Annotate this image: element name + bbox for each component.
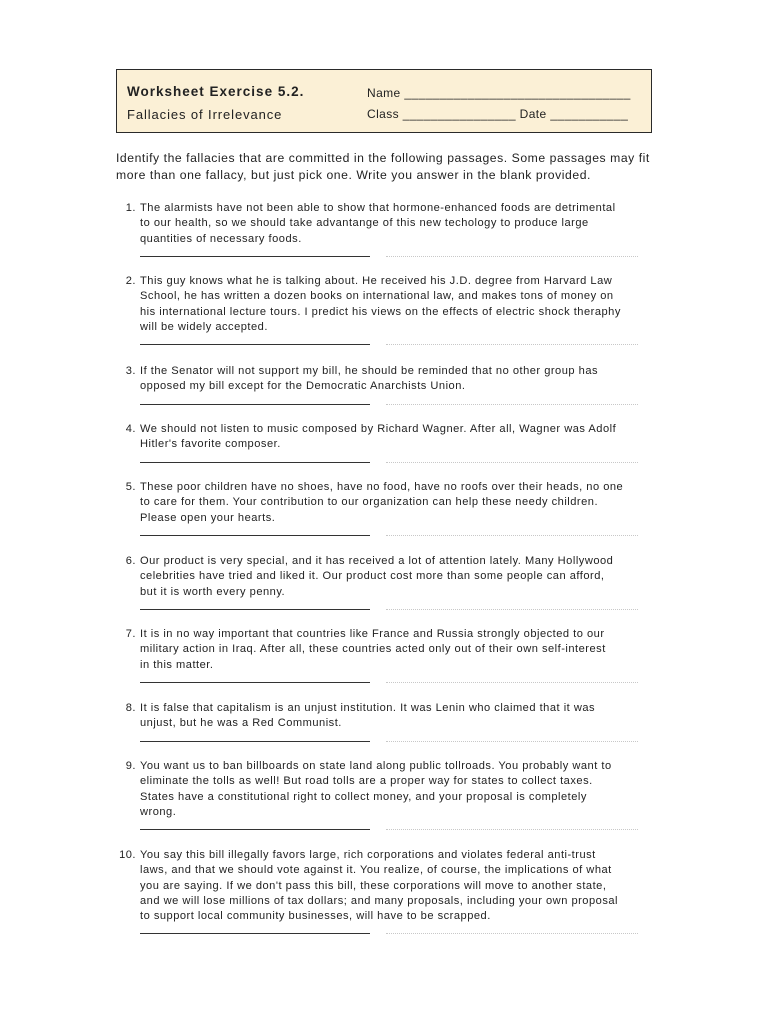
- question-text-line: Hitler's favorite composer.: [140, 438, 281, 451]
- question-text-line: opposed my bill except for the Democratic Anarchists Union.: [140, 380, 466, 393]
- dotted-guide-line: [386, 256, 638, 257]
- question-text-line: You want us to ban billboards on state land along public tollroads. You probably want to: [140, 760, 612, 772]
- answer-line[interactable]: [140, 829, 370, 830]
- worksheet-subtitle: Fallacies of Irrelevance: [127, 107, 283, 122]
- answer-line[interactable]: [140, 682, 370, 683]
- name-field[interactable]: Name ________________________________: [367, 86, 631, 100]
- worksheet-header-box: [116, 69, 652, 133]
- question-item: [116, 201, 661, 260]
- question-number: 3.: [125, 365, 136, 377]
- dotted-guide-line: [386, 344, 638, 345]
- question-number: 6.: [125, 555, 136, 567]
- question-text-line: you are saying. If we don't pass this bill, these corporations will move to another state,: [140, 879, 607, 892]
- question-text-line: wrong.: [140, 805, 177, 818]
- question-item: [116, 422, 661, 466]
- question-text-line: You say this bill illegally favors large, rich corporations and violates federal anti-trust: [140, 849, 596, 861]
- answer-line[interactable]: [140, 344, 370, 345]
- question-text-line: It is in no way important that countries like France and Russia strongly objected to our: [140, 628, 605, 640]
- question-text: [140, 480, 658, 526]
- question-text: [140, 554, 658, 600]
- question-number: 7.: [125, 628, 136, 640]
- question-text-line: eliminate the tolls as well! But road tolls are a proper way for states to collect taxes.: [140, 775, 593, 788]
- question-number: 9.: [125, 760, 136, 772]
- question-number: 5.: [125, 481, 136, 493]
- answer-blank[interactable]: [140, 682, 661, 686]
- dotted-guide-line: [386, 933, 638, 934]
- question-text-line: but it is worth every penny.: [140, 585, 286, 598]
- question-text-line: It is false that capitalism is an unjust institution. It was Lenin who claimed that it was: [140, 702, 596, 714]
- question-item: [116, 364, 661, 408]
- answer-line[interactable]: [140, 462, 370, 463]
- question-text: [140, 759, 658, 820]
- question-text-line: States have a constitutional right to collect money, and your proposal is completely: [140, 790, 587, 803]
- dotted-guide-line: [386, 609, 638, 610]
- question-number: 10.: [119, 849, 136, 861]
- question-text-line: his international lecture tours. I predict his views on the effects of electric shock theraphy: [140, 305, 621, 318]
- question-text-line: to support local community businesses, will have to be scrapped.: [140, 910, 491, 923]
- question-text-line: The alarmists have not been able to show that hormone-enhanced foods are detrimental: [140, 202, 616, 214]
- dotted-guide-line: [386, 682, 638, 683]
- question-item: [116, 701, 661, 745]
- question-text-line: quantities of necessary foods.: [140, 232, 302, 245]
- dotted-guide-line: [386, 741, 638, 742]
- question-item: [116, 759, 661, 833]
- dotted-guide-line: [386, 535, 638, 536]
- question-item: [116, 627, 661, 686]
- question-text-line: unjust, but he was a Red Communist.: [140, 717, 342, 730]
- answer-line[interactable]: [140, 933, 370, 934]
- dotted-guide-line: [386, 404, 638, 405]
- question-text: [140, 701, 658, 732]
- worksheet-title: Worksheet Exercise 5.2.: [127, 84, 305, 99]
- question-number: 8.: [125, 702, 136, 714]
- answer-blank[interactable]: [140, 404, 661, 408]
- question-text-line: If the Senator will not support my bill, he should be reminded that no other group has: [140, 365, 599, 377]
- question-number: 2.: [125, 275, 136, 287]
- question-text: [140, 201, 658, 247]
- class-date-field[interactable]: Class ________________ Date ___________: [367, 107, 629, 121]
- question-text-line: to our health, so we should take advantange of this new techology to produce large: [140, 217, 589, 230]
- question-text-line: Please open your hearts.: [140, 511, 276, 524]
- question-item: [116, 554, 661, 613]
- answer-line[interactable]: [140, 741, 370, 742]
- answer-line[interactable]: [140, 404, 370, 405]
- question-number: 4.: [125, 423, 136, 435]
- answer-blank[interactable]: [140, 462, 661, 466]
- question-item: [116, 480, 661, 539]
- question-text: [140, 422, 658, 453]
- question-text: [140, 364, 658, 395]
- answer-line[interactable]: [140, 256, 370, 257]
- question-text-line: This guy knows what he is talking about. He received his J.D. degree from Harvard Law: [140, 275, 613, 287]
- question-number: 1.: [125, 202, 136, 214]
- question-text-line: These poor children have no shoes, have no food, have no roofs over their heads, no one: [140, 481, 624, 493]
- answer-blank[interactable]: [140, 609, 661, 613]
- question-text-line: laws, and that we should vote against it. You realize, of course, the implications of what: [140, 864, 612, 877]
- question-text-line: in this matter.: [140, 658, 214, 671]
- question-text-line: School, he has written a dozen books on international law, and makes tons of money on: [140, 290, 614, 303]
- question-text-line: military action in Iraq. After all, these countries acted only out of their own self-interest: [140, 643, 606, 656]
- answer-line[interactable]: [140, 609, 370, 610]
- answer-blank[interactable]: [140, 829, 661, 833]
- answer-line[interactable]: [140, 535, 370, 536]
- question-text-line: to care for them. Your contribution to our organization can help these needy children.: [140, 496, 599, 509]
- question-item: [116, 848, 661, 937]
- answer-blank[interactable]: [140, 933, 661, 937]
- question-text-line: celebrities have tried and liked it. Our product cost more than some people can afford,: [140, 570, 605, 583]
- instructions-paragraph: Identify the fallacies that are committed in the following passages. Some passages may fit more than one fallacy, but just pick one. Write you answer in the blank provided.: [116, 151, 650, 182]
- question-text-line: We should not listen to music composed by Richard Wagner. After all, Wagner was Adolf: [140, 423, 617, 435]
- question-text-line: and we will lose millions of tax dollars; and many proposals, including your own proposal: [140, 894, 618, 907]
- dotted-guide-line: [386, 829, 638, 830]
- dotted-guide-line: [386, 462, 638, 463]
- question-text-line: will be widely accepted.: [140, 320, 268, 333]
- answer-blank[interactable]: [140, 741, 661, 745]
- question-item: [116, 274, 661, 348]
- question-text: [140, 274, 658, 335]
- answer-blank[interactable]: [140, 256, 661, 260]
- answer-blank[interactable]: [140, 535, 661, 539]
- question-text-line: Our product is very special, and it has received a lot of attention lately. Many Hollywood: [140, 555, 614, 567]
- question-text: [140, 848, 658, 924]
- question-text: [140, 627, 658, 673]
- answer-blank[interactable]: [140, 344, 661, 348]
